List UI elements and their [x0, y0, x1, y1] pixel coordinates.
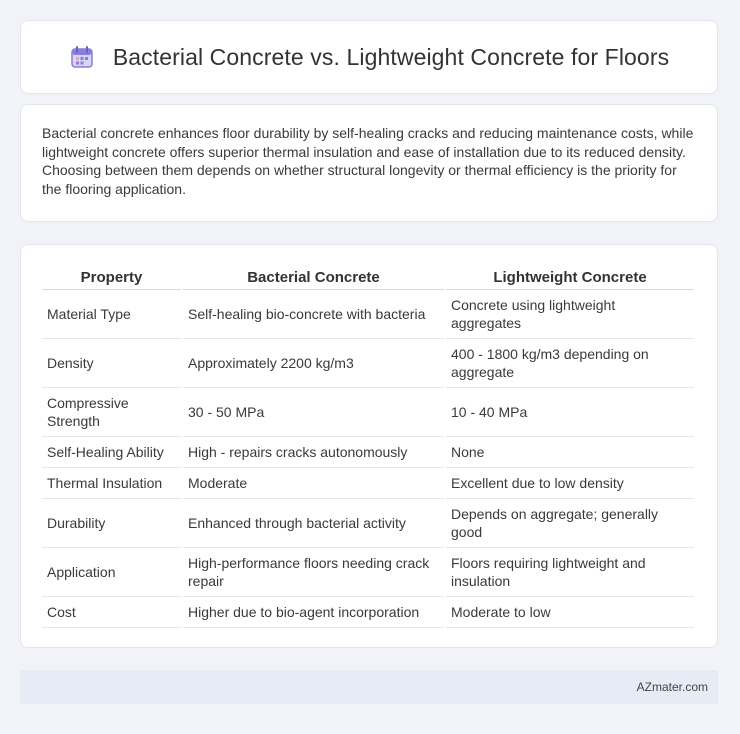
header-property: Property	[42, 265, 181, 290]
cell-property: Cost	[42, 597, 181, 628]
intro-card	[20, 104, 718, 222]
cell-lightweight: None	[446, 437, 694, 468]
cell-lightweight: Concrete using lightweight aggregates	[446, 290, 694, 339]
cell-bacterial: Self-healing bio-concrete with bacteria	[183, 290, 444, 339]
header-lightweight: Lightweight Concrete	[446, 265, 694, 290]
cell-property: Compressive Strength	[42, 388, 181, 437]
table-row	[42, 437, 694, 468]
cell-property: Durability	[42, 499, 181, 548]
table-row	[42, 597, 694, 628]
cell-lightweight: Floors requiring lightweight and insulation	[446, 548, 694, 597]
title-card	[20, 20, 718, 94]
footer-brand: AZmater.com	[636, 680, 708, 694]
cell-bacterial: Moderate	[183, 468, 444, 499]
cell-property: Self-Healing Ability	[42, 437, 181, 468]
cell-property: Material Type	[42, 290, 181, 339]
cell-bacterial: High-performance floors needing crack repair	[183, 548, 444, 597]
header-bacterial: Bacterial Concrete	[183, 265, 444, 290]
cell-property: Density	[42, 339, 181, 388]
cell-bacterial: 30 - 50 MPa	[183, 388, 444, 437]
cell-lightweight: Excellent due to low density	[446, 468, 694, 499]
comparison-table-card	[20, 244, 718, 648]
comparison-table	[40, 265, 696, 628]
calendar-icon	[69, 44, 95, 70]
table-row	[42, 388, 694, 437]
cell-property: Thermal Insulation	[42, 468, 181, 499]
page-title: Bacterial Concrete vs. Lightweight Concrete for Floors	[112, 43, 670, 70]
table-row	[42, 499, 694, 548]
cell-bacterial: Higher due to bio-agent incorporation	[183, 597, 444, 628]
table-row	[42, 339, 694, 388]
footer-bar	[20, 670, 718, 704]
intro-paragraph: Bacterial concrete enhances floor durability by self-healing cracks and reducing maintenance costs, while lightweight concrete offers superior thermal insulation and ease of installation due to its reduced density. Choosing between them depends on whether structural longevity or thermal efficiency is the priority for the flooring application.	[42, 125, 694, 197]
cell-property: Application	[42, 548, 181, 597]
table-row	[42, 290, 694, 339]
table-header-row	[42, 265, 694, 290]
cell-lightweight: Moderate to low	[446, 597, 694, 628]
cell-bacterial: Enhanced through bacterial activity	[183, 499, 444, 548]
cell-lightweight: 400 - 1800 kg/m3 depending on aggregate	[446, 339, 694, 388]
table-row	[42, 548, 694, 597]
cell-bacterial: High - repairs cracks autonomously	[183, 437, 444, 468]
cell-bacterial: Approximately 2200 kg/m3	[183, 339, 444, 388]
table-row	[42, 468, 694, 499]
cell-lightweight: Depends on aggregate; generally good	[446, 499, 694, 548]
cell-lightweight: 10 - 40 MPa	[446, 388, 694, 437]
